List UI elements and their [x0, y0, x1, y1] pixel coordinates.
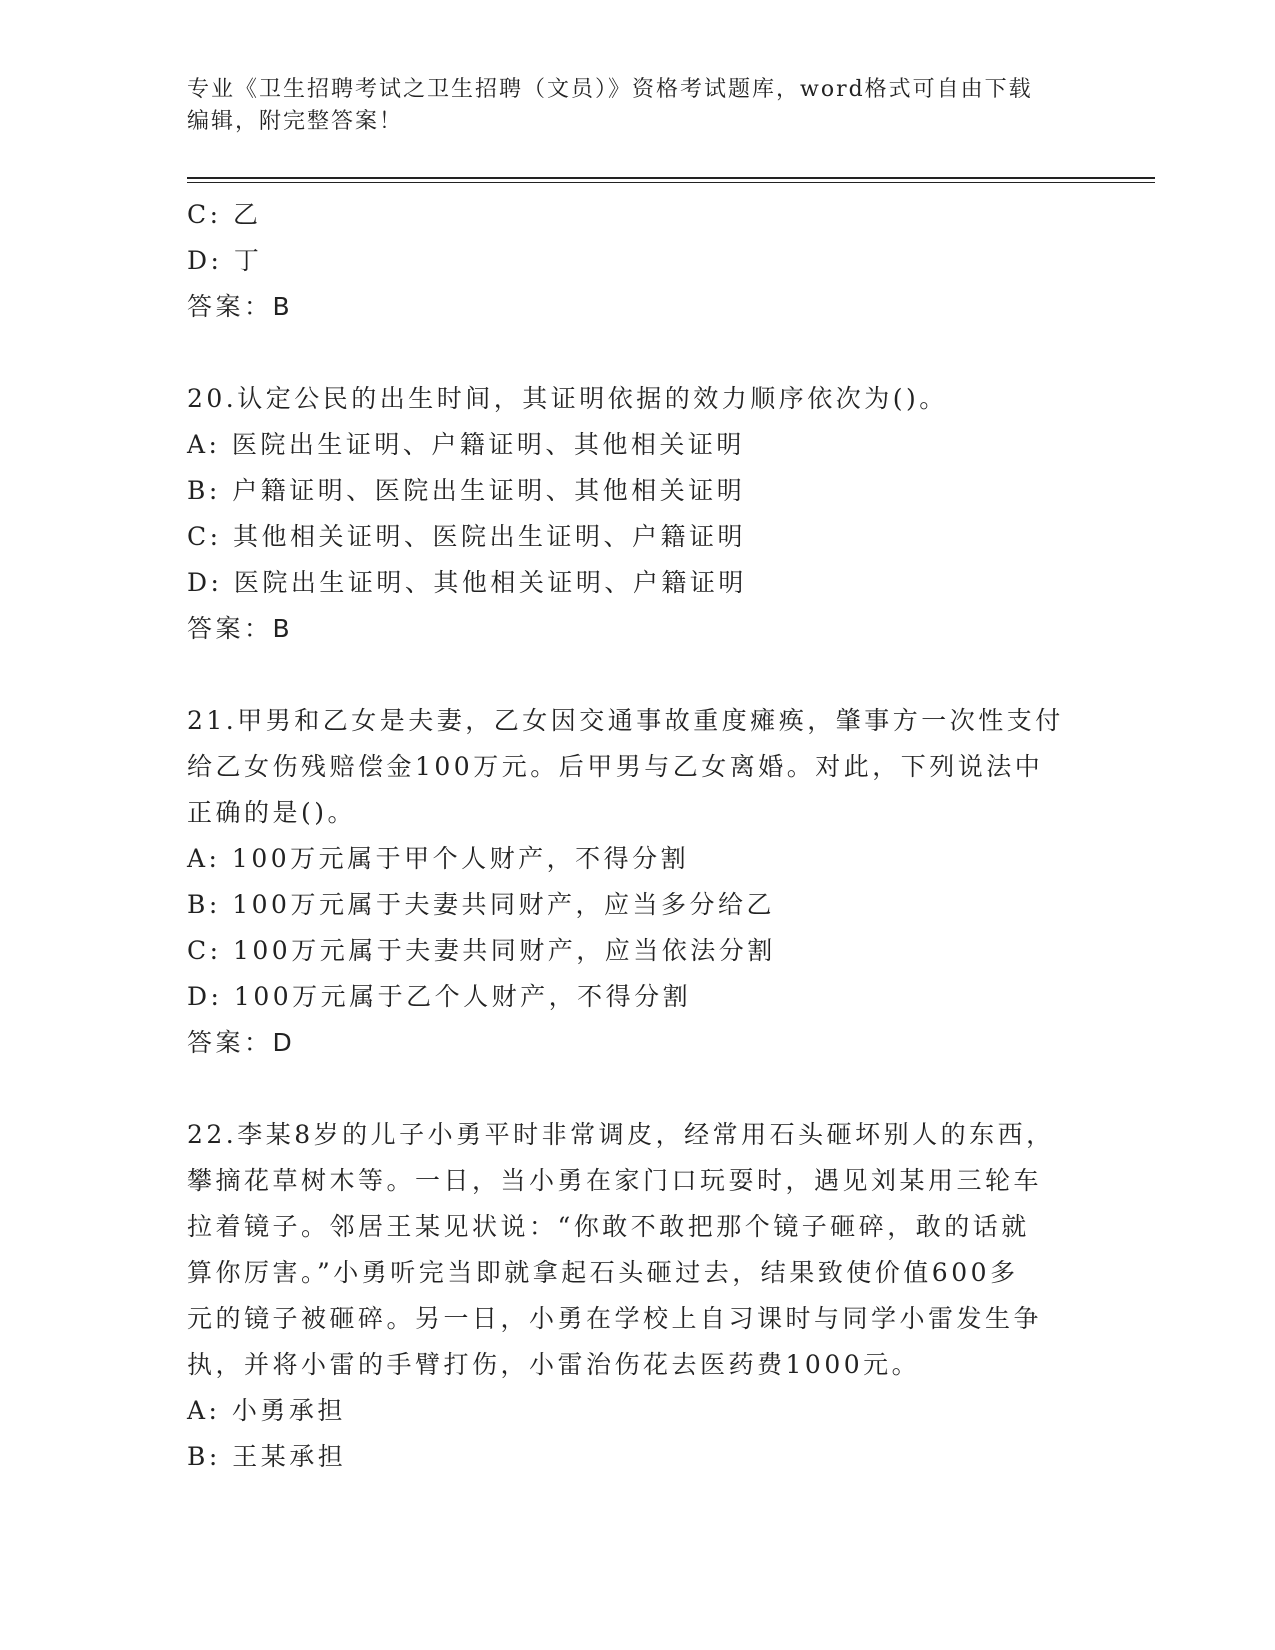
question-20 [187, 376, 1087, 652]
option-d: D: 100万元属于乙个人财产，不得分割 [187, 982, 692, 1011]
header-line-2: 编辑，附完整答案！ [187, 109, 404, 134]
header-divider-thin [187, 182, 1155, 183]
page-header [187, 74, 1067, 138]
option-d: D: 医院出生证明、其他相关证明、户籍证明 [187, 568, 747, 597]
option-c: C: 其他相关证明、医院出生证明、户籍证明 [187, 522, 746, 551]
answer-line: 答案：D [187, 1028, 296, 1057]
answer-line: 答案：B [187, 614, 294, 643]
option-b: B: 王某承担 [187, 1442, 347, 1471]
option-c: C: 100万元属于夫妻共同财产，应当依法分割 [187, 936, 776, 965]
answer-line: 答案：B [187, 292, 294, 321]
question-stem-line-2: 给乙女伤残赔偿金100万元。后甲男与乙女离婚。对此，下列说法中 [187, 752, 1044, 781]
question-stem: 20.认定公民的出生时间，其证明依据的效力顺序依次为()。 [187, 384, 948, 413]
option-a: A: 医院出生证明、户籍证明、其他相关证明 [187, 430, 745, 459]
spacer [187, 1066, 1087, 1112]
question-stem-line-1: 22.李某8岁的儿子小勇平时非常调皮，经常用石头砸坏别人的东西， [187, 1120, 1055, 1149]
question-stem-line-5: 元的镜子被砸碎。另一日，小勇在学校上自习课时与同学小雷发生争 [187, 1304, 1043, 1333]
question-22 [187, 1112, 1087, 1480]
header-divider-thick [187, 177, 1155, 179]
option-b: B: 户籍证明、医院出生证明、其他相关证明 [187, 476, 746, 505]
option-d: D: 丁 [187, 246, 263, 275]
option-c: C: 乙 [187, 200, 262, 229]
question-stem-line-1: 21.甲男和乙女是夫妻，乙女因交通事故重度瘫痪，肇事方一次性支付 [187, 706, 1064, 735]
option-a: A: 100万元属于甲个人财产，不得分割 [187, 844, 690, 873]
question-stem-line-3: 正确的是()。 [187, 798, 357, 827]
question-stem-line-3: 拉着镜子。邻居王某见状说：“你敢不敢把那个镜子砸碎，敢的话就 [187, 1212, 1030, 1241]
question-19 [187, 192, 1087, 330]
question-stem-line-2: 攀摘花草树木等。一日，当小勇在家门口玩耍时，遇见刘某用三轮车 [187, 1166, 1043, 1195]
question-content [187, 192, 1087, 1480]
question-stem-line-4: 算你厉害。”小勇听完当即就拿起石头砸过去，结果致使价值600多 [187, 1258, 1019, 1287]
question-stem-line-6: 执，并将小雷的手臂打伤，小雷治伤花去医药费1000元。 [187, 1350, 921, 1379]
spacer [187, 330, 1087, 376]
header-line-1: 专业《卫生招聘考试之卫生招聘（文员）》资格考试题库，word格式可自由下载 [187, 77, 1033, 102]
option-a: A: 小勇承担 [187, 1396, 346, 1425]
question-21 [187, 698, 1087, 1066]
option-b: B: 100万元属于夫妻共同财产，应当多分给乙 [187, 890, 775, 919]
spacer [187, 652, 1087, 698]
